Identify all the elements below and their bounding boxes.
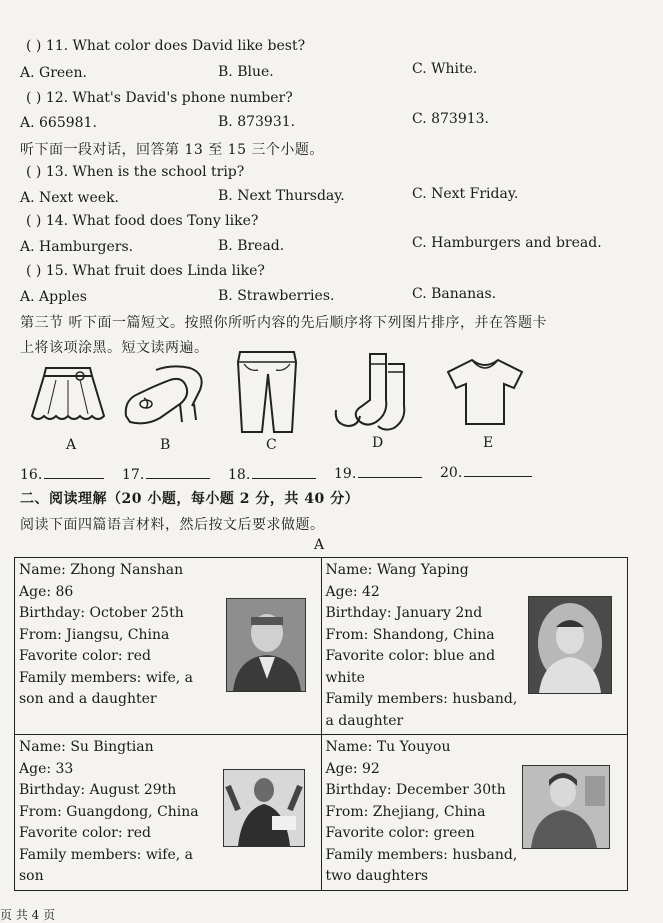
- card-line: Name: Su Bingtian: [19, 739, 154, 755]
- picture-label-a: A: [66, 437, 77, 453]
- skirt-icon: [28, 362, 108, 430]
- card-line: Favorite color: green: [325, 825, 475, 841]
- passage-label: A: [314, 537, 325, 553]
- portrait-photo: [226, 598, 306, 692]
- q14-option-a: A. Hamburgers.: [20, 239, 134, 255]
- picture-label-c: C: [266, 437, 277, 453]
- portrait-photo: [528, 596, 612, 694]
- question-12: ( ) 12. What's David's phone number?: [26, 90, 293, 106]
- socks-icon: [330, 350, 410, 432]
- question-11: ( ) 11. What color does David like best?: [26, 38, 306, 54]
- q12-option-c: C. 873913.: [412, 111, 490, 127]
- card-line: Age: 33: [19, 760, 74, 777]
- card-line: Name: Tu Youyou: [325, 739, 451, 755]
- part2-instruction: 阅读下面四篇语言材料，然后按文后要求做题。: [20, 517, 325, 533]
- q15-option-c: C. Bananas.: [412, 286, 497, 302]
- q14-option-b: B. Bread.: [218, 238, 285, 254]
- card-wang-yaping: [321, 558, 628, 735]
- answer-blank-17: 17.: [122, 464, 210, 483]
- card-line: Favorite color: blue and: [325, 648, 496, 664]
- picture-label-e: E: [483, 435, 494, 451]
- q15-option-a: A. Apples: [20, 289, 87, 305]
- question-15: ( ) 15. What fruit does Linda like?: [26, 263, 265, 279]
- instruction-13-15: 听下面一段对话，回答第 13 至 15 三个小题。: [20, 142, 324, 158]
- card-line: Birthday: January 2nd: [325, 605, 483, 621]
- q11-option-c: C. White.: [412, 61, 478, 77]
- q14-option-c: C. Hamburgers and bread.: [412, 235, 602, 251]
- answer-blank-20: 20.: [440, 462, 532, 481]
- card-line: Family members: wife, a: [19, 669, 194, 686]
- card-line: Favorite color: red: [19, 648, 151, 664]
- portrait-photo: [223, 769, 305, 847]
- q12-option-a: A. 665981.: [20, 115, 97, 131]
- q11-option-b: B. Blue.: [218, 64, 274, 80]
- card-line: Favorite color: red: [19, 825, 151, 841]
- card-line: two daughters: [325, 868, 429, 884]
- card-line: Age: 86: [19, 583, 74, 600]
- card-zhong-nanshan: [15, 558, 322, 735]
- card-line: Family members: wife, a: [19, 846, 194, 863]
- picture-label-d: D: [372, 435, 384, 451]
- q13-option-b: B. Next Thursday.: [218, 188, 345, 204]
- card-line: From: Jiangsu, China: [19, 626, 170, 643]
- profile-cards-table: [14, 557, 628, 891]
- card-line: son: [19, 868, 44, 884]
- question-14: ( ) 14. What food does Tony like?: [26, 213, 259, 229]
- card-line: From: Guangdong, China: [19, 803, 199, 820]
- card-tu-youyou: [321, 735, 628, 891]
- picture-label-b: B: [160, 437, 171, 453]
- card-line: Age: 92: [325, 760, 380, 777]
- card-line: Birthday: August 29th: [19, 782, 177, 798]
- section3-instruction-line1: 第三节 听下面一篇短文。按照你所听内容的先后顺序将下列图片排序，并在答题卡: [20, 315, 547, 331]
- shoes-icon: [120, 360, 210, 428]
- card-line: From: Zhejiang, China: [325, 803, 486, 820]
- card-line: Birthday: October 25th: [19, 605, 184, 621]
- card-line: From: Shandong, China: [325, 626, 495, 643]
- card-line: Age: 42: [325, 583, 380, 600]
- card-line: Birthday: December 30th: [325, 782, 506, 798]
- answer-blank-18: 18.: [228, 464, 316, 483]
- tshirt-icon: [444, 354, 526, 428]
- pants-icon: [230, 348, 304, 434]
- section3-instruction-line2: 上将该项涂黑。短文读两遍。: [20, 340, 209, 356]
- card-line: Family members: husband,: [325, 691, 518, 707]
- answer-blank-16: 16.: [20, 464, 104, 483]
- card-line: a daughter: [325, 712, 404, 729]
- q13-option-c: C. Next Friday.: [412, 186, 519, 202]
- card-line: white: [325, 669, 365, 686]
- q12-option-b: B. 873931.: [218, 114, 296, 130]
- card-su-bingtian: [15, 735, 322, 891]
- q11-option-a: A. Green.: [20, 65, 87, 81]
- q13-option-a: A. Next week.: [20, 190, 120, 206]
- card-line: Family members: husband,: [325, 846, 518, 863]
- q15-option-b: B. Strawberries.: [218, 288, 335, 304]
- answer-blank-19: 19.: [334, 463, 422, 482]
- question-13: ( ) 13. When is the school trip?: [26, 164, 245, 180]
- part2-title: 二、阅读理解（20 小题，每小题 2 分，共 40 分）: [20, 491, 360, 507]
- page-footer: 页 共 4 页: [0, 908, 56, 922]
- card-line: son and a daughter: [19, 691, 157, 707]
- card-line: Name: Wang Yaping: [325, 562, 469, 578]
- card-line: Name: Zhong Nanshan: [19, 562, 184, 578]
- portrait-photo: [522, 765, 610, 849]
